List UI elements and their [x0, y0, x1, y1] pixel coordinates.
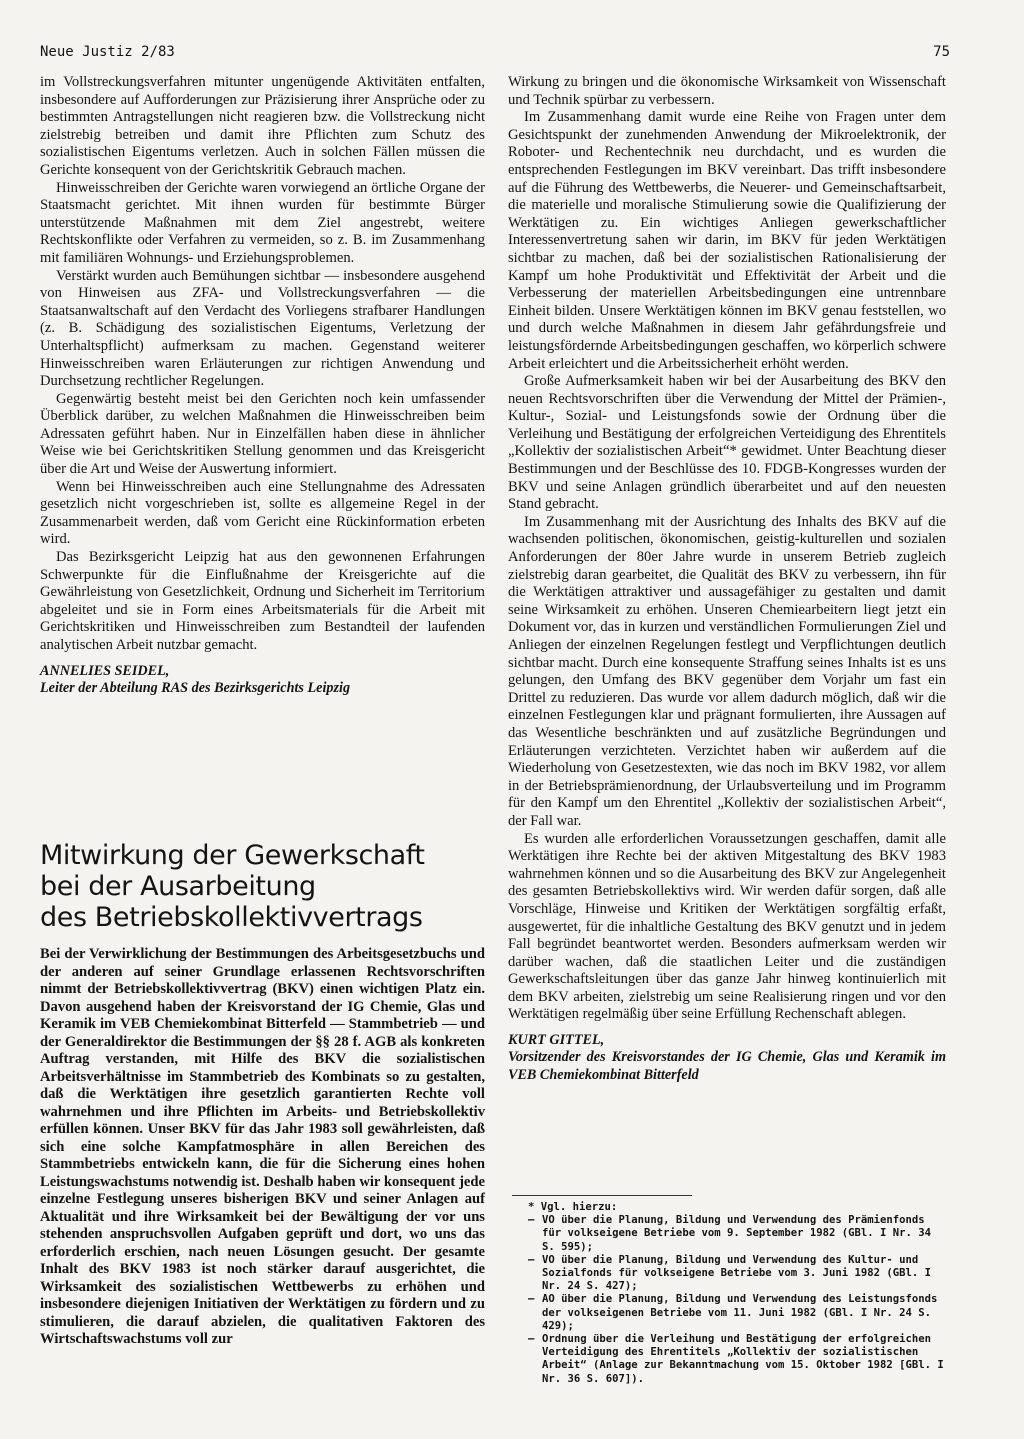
journal-title: Neue Justiz 2/83 [40, 44, 175, 60]
footnote-title: * Vgl. hierzu: [528, 1201, 618, 1213]
paragraph: Das Bezirksgericht Leipzig hat aus den gewonnenen Erfahrungen Schwerpunkte für die Einflußnahme der Kreisgerichte auf die Gewährleistung von Gesetzlichkeit, Ordnung und Sicherheit im Territorium abgeleitet und sie in Form eines Arbeitsmaterials für die Arbeit mit Gerichtskritiken und Hinweisschreiben zum Bestandteil der laufenden analytischen Arbeit nutzbar gemacht. [40, 549, 485, 653]
footnote-item: – Ordnung über die Verleihung und Bestätigung der erfolgreichen Verteidigung des Ehrentitels „Kollektiv der sozialistischen Arbeit“ (Anlage zur Bekanntmachung vom 15. Oktober 1982 [GBl. I Nr. 36 S. 607]). [512, 1333, 946, 1386]
page-header [40, 44, 950, 66]
author-signature [508, 1032, 946, 1084]
paragraph: Verstärkt wurden auch Bemühungen sichtbar — insbesondere ausgehend von Hinweisen aus ZFA- und Vollstreckungsverfahren — die Staatsanwaltschaft auf den Verdacht des Vorliegens strafbarer Handlungen (z. B. Schädigung des sozialistischen Eigentums, Verletzung der Unterhaltspflicht) aufmerksam zu machen. Gegenstand weiterer Hinweisschreiben waren Erläuterungen zur richtigen Anwendung und Durchsetzung rechtlicher Regelungen. [40, 267, 485, 390]
article-headline [40, 840, 480, 933]
footnote-item: – VO über die Planung, Bildung und Verwendung des Prämienfonds für volkseigene Betriebe vom 9. September 1982 (GBl. I Nr. 34 S. 595); [512, 1214, 946, 1254]
article-lead: Bei der Verwirklichung der Bestimmungen des Arbeitsgesetzbuchs und der anderen auf seiner Grundlage erlassenen Rechtsvorschriften nimmt der Betriebskollektivvertrag (BKV) einen wichtigen Platz ein. Davon ausgehend haben der Kreisvorstand der IG Chemie, Glas und Keramik im VEB Chemiekombinat Bitterfeld — Stammbetrieb — und der Generaldirektor die Bestimmungen der §§ 28 f. AGB als konkreten Auftrag verstanden, mit Hilfe des BKV die sozialistischen Arbeitsverhältnisse im Stammbetrieb des Kombinats so zu gestalten, daß die Werktätigen ihre gesetzlich garantierten Rechte voll wahrnehmen und ihre Pflichten im Arbeits- und Betriebskollektiv erfüllen können. Unser BKV für das Jahr 1983 soll gewährleisten, daß sich eine solche Kampfatmosphäre in allen Bereichen des Stammbetriebs entwickeln kann, die für die Sicherung eines hohen Leistungswachstums notwendig ist. Deshalb haben wir konsequent jede einzelne Festlegung unseres bisherigen BKV und seiner Anlagen auf Aktualität und ihre Wirksamkeit bei der Bewältigung der vor uns stehenden anspruchsvollen Aufgaben geprüft und dort, wo uns das erforderlich erschien, nach neuen Lösungen gesucht. Der gesamte Inhalt des BKV 1983 ist noch stärker darauf ausgerichtet, die Wirksamkeit des sozialistischen Wettbewerbs zu erhöhen und insbesondere diejenigen Initiativen der Werktätigen zu fördern und zu stimulieren, die darauf abzielen, die qualitativen Faktoren des Wirtschaftswachstums voll zur [40, 946, 485, 1347]
headline-line: Mitwirkung der Gewerkschaft [40, 840, 425, 871]
author-signature [40, 663, 485, 698]
right-column [508, 74, 946, 1084]
footnote-divider [512, 1195, 692, 1196]
left-column [40, 74, 485, 697]
paragraph: Im Zusammenhang damit wurde eine Reihe von Fragen unter dem Gesichtspunkt der zunehmenden Anwendung der Mikroelektronik, der Roboter- und Rechentechnik neu durchdacht, und es wurden die entsprechenden Festlegungen im BKV vereinbart. Das trifft insbesondere auf die Führung des Wettbewerbs, die Neuerer- und Gemeinschaftsarbeit, die materielle und moralische Stimulierung sowie die Qualifizierung der Werktätigen zu. Ein wichtiges Anliegen gewerkschaftlicher Interessenvertretung sahen wir darin, im BKV für jeden Werktätigen sichtbar zu machen, daß bei der sozialistischen Rationalisierung der Kampf um hohe Produktivität und Effektivität der Arbeit und die Verbesserung der materiellen Arbeitsbedingungen eine untrennbare Einheit bilden. Unsere Werktätigen können im BKV genau feststellen, wo und durch welche Maßnahmen in diesem Jahr gefährdungsfreie und leistungsfördernde Arbeitsbedingungen geschaffen, wo körperlich schwere Arbeit erleichtert und die Arbeitssicherheit erhöht werden. [508, 109, 946, 372]
author-name: ANNELIES SEIDEL, [40, 662, 170, 679]
paragraph: Gegenwärtig besteht meist bei den Gerichten noch kein umfassender Überblick darüber, zu welchen Maßnahmen die Hinweisschreiben beim Adressaten geführt haben. Nur in Einzelfällen haben diese in ähnlicher Weise wie bei Gerichtskritiken Stellung genommen und das Kreisgericht über die Art und Weise der Auswertung informiert. [40, 390, 485, 478]
paragraph: Wenn bei Hinweisschreiben auch eine Stellungnahme des Adressaten gesetzlich nicht vorgeschrieben ist, sollte es allgemeine Regel in der Zusammenarbeit werden, daß vom Gericht eine Rückinformation erbeten wird. [40, 478, 485, 548]
footnote-item: – AO über die Planung, Bildung und Verwendung des Leistungsfonds der volkseigenen Betriebe vom 11. Juni 1982 (GBl. I Nr. 24 S. 429); [512, 1293, 946, 1333]
footnote-item: – VO über die Planung, Bildung und Verwendung des Kultur- und Sozialfonds für volkseigene Betriebe vom 3. Juni 1982 (GBl. I Nr. 24 S. 427); [512, 1254, 946, 1294]
footnote [512, 1201, 946, 1386]
author-role: Leiter der Abteilung RAS des Bezirksgerichts Leipzig [40, 680, 351, 696]
paragraph: Es wurden alle erforderlichen Voraussetzungen geschaffen, damit alle Werktätigen ihre Rechte bei der aktiven Mitgestaltung des BKV 1983 wahrnehmen können und so die Ausarbeitung des BKV zur Angelegenheit des gesamten Betriebskollektivs wird. Wir werden dafür sorgen, daß alle Vorschläge, Hinweise und Kritiken der Werktätigen sorgfältig erfaßt, ausgewertet, für die inhaltliche Gestaltung des BKV genutzt und in jedem Fall begründet beantwortet werden. Besonders aufmerksam werden wir darüber wachen, daß die staatlichen Leiter und die zuständigen Gewerkschaftsleitungen über das ganze Jahr hinweg kontinuierlich mit dem BKV arbeiten, zielstrebig um seine Realisierung ringen und vor den Werktätigen regelmäßig über seine Erfüllung Rechenschaft ablegen. [508, 830, 946, 1023]
author-name: KURT GITTEL, [508, 1032, 605, 1049]
page-number: 75 [933, 44, 950, 60]
paragraph: Große Aufmerksamkeit haben wir bei der Ausarbeitung des BKV den neuen Rechtsvorschriften über die Verwendung der Mittel der Prämien-, Kultur-, Sozial- und Leistungsfonds sowie der Ordnung über die Verleihung und Bestätigung der erfolgreichen Verteidigung des Ehrentitels „Kollektiv der sozialistischen Arbeit“* gewidmet. Unter Beachtung dieser Bestimmungen und der Beschlüsse des 10. FDGB-Kongresses wurden der BKV und seine Anlagen gründlich überarbeitet und auf den neuesten Stand gebracht. [508, 373, 946, 513]
author-role: Vorsitzender des Kreisvorstandes der IG Chemie, Glas und Keramik im VEB Chemiekombinat Bitterfeld [508, 1049, 946, 1083]
paragraph: Hinweisschreiben der Gerichte waren vorwiegend an örtliche Organe der Staatsmacht gerichtet. Mit ihnen wurden für bestimmte Bürger unterstützende Maßnahmen mit dem Ziel angestrebt, weitere Rechtskonflikte oder Verfahren zu vermeiden, so z. B. im Zusammenhang mit familiären Wohnungs- und Erziehungsproblemen. [40, 179, 485, 266]
paragraph: Im Zusammenhang mit der Ausrichtung des Inhalts des BKV auf die wachsenden politischen, ökonomischen, geistig-kulturellen und sozialen Anforderungen der 80er Jahre wurde in unserem Betrieb zugleich zielstrebig daran gearbeitet, die Qualität des BKV zu verbessern, ihn für die Werktätigen attraktiver und aussagefähiger zu gestalten und damit seine Wirksamkeit zu erhöhen. Unseren Chemiearbeitern liegt jetzt ein Dokument vor, das in kurzen und verständlichen Formulierungen Ziel und Anliegen der einzelnen Regelungen festlegt und Verpflichtungen deutlich sichtbar macht. Durch eine konsequente Straffung seines Inhalts ist es uns gelungen, den Umfang des BKV gegenüber dem Vorjahr um fast ein Drittel zu reduzieren. Das wurde vor allem dadurch möglich, daß wir die einzelnen Festlegungen klar und prägnant formulierten, ihre Aussagen auf das Wesentliche beschränkten und auf zusätzliche Begründungen und Erläuterungen verzichteten. Verzichtet haben wir außerdem auf die Wiederholung von Gesetzestexten, wie das noch im BKV 1982, vor allem in der Betriebsprämienordnung, der Urlaubsverteilung und im Programm für den Kampf um den Ehrentitel „Kollektiv der sozialistischen Arbeit“, der Fall war. [508, 513, 946, 829]
footnote-list [512, 1214, 946, 1386]
headline-line: bei der Ausarbeitung [40, 871, 316, 902]
paragraph: im Vollstreckungsverfahren mitunter ungenügende Aktivitäten entfalten, insbesondere auf Aufforderungen zur Präzisierung ihrer Ansprüche oder zu bestimmten Antragstellungen nicht reagieren bzw. die Vollstreckung nicht zielstrebig betreiben und damit ihre Pflichten zum Schutz des sozialistischen Eigentums verletzen. Auch in solchen Fällen müssen die Gerichte konsequent von der Gerichtskritik Gebrauch machen. [40, 74, 485, 178]
headline-line: des Betriebskollektivvertrags [40, 902, 423, 933]
paragraph: Wirkung zu bringen und die ökonomische Wirksamkeit von Wissenschaft und Technik spürbar zu verbessern. [508, 74, 946, 108]
